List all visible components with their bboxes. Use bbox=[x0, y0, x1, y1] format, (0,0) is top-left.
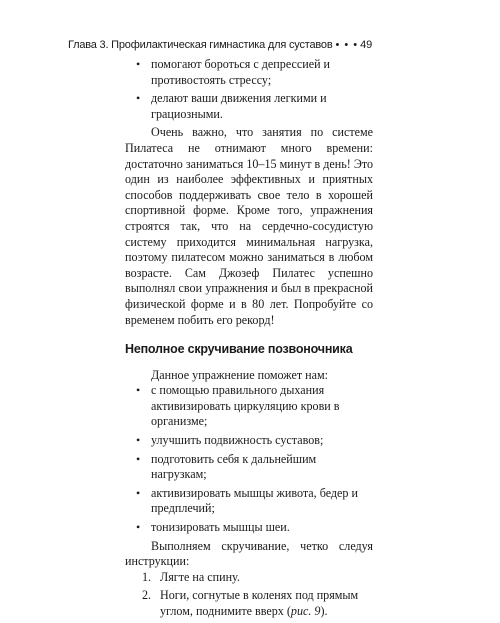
intro-bullet-list bbox=[125, 57, 373, 122]
step-text-tail: ). bbox=[320, 604, 328, 618]
list-item-text: помогают бороться с депрессией и противостоять стрессу; bbox=[151, 57, 331, 87]
running-header bbox=[68, 39, 372, 51]
chapter-title: Глава 3. Профилактическая гимнастика для суставов bbox=[67, 39, 333, 51]
bullet-icon: • bbox=[136, 91, 141, 106]
list-item-text: с помощью правильного дыхания активизировать циркуляцию крови в организме; bbox=[151, 383, 340, 429]
body-text bbox=[125, 57, 373, 623]
steps-list bbox=[125, 570, 373, 620]
list-item-text: улучшить подвижность суставов; bbox=[151, 433, 324, 448]
list-item bbox=[125, 433, 373, 449]
list-item bbox=[125, 57, 373, 88]
step-text: Лягте на спину. bbox=[160, 569, 240, 584]
paragraph: Очень важно, что занятия по системе Пилатеса не отнимают много времени: достаточно заниматься 10–15 минут в день! Это один из наиболее эффективных и приятных способов поддерживать свое тело в хорошей спортивной форме. Кроме того, упражнения строятся так, что на сердечно-сосудистую систему приходится минимальная нагрузка, поэтому пилатесом можно заниматься в любом возрасте. Сам Джозеф Пилатес успешно выполнял свои упражнения и был в прекрасной физической форме и в 80 лет. Попробуйте со временем побить его рекорд! bbox=[125, 125, 373, 327]
list-item bbox=[125, 452, 373, 483]
list-item bbox=[125, 486, 373, 517]
list-item-text: подготовить себя к дальнейшим нагрузкам; bbox=[151, 451, 317, 482]
bullet-icon: • bbox=[136, 485, 141, 500]
list-item bbox=[125, 91, 373, 122]
figure-reference: рис. 9 bbox=[290, 604, 321, 618]
step-number: 1. bbox=[142, 569, 152, 584]
step-text: Ноги, согнутые в коленях под прямым углом, поднимите вверх ( bbox=[160, 588, 359, 618]
benefits-list bbox=[125, 383, 373, 535]
lead-text: Данное упражнение поможет нам: bbox=[151, 367, 329, 382]
section-heading: Неполное скручивание позвоночника bbox=[125, 342, 353, 357]
list-item bbox=[125, 383, 373, 430]
page-number: 49 bbox=[360, 39, 372, 51]
bullet-icon: • bbox=[136, 57, 141, 71]
bullet-icon: • bbox=[136, 433, 141, 448]
list-item-text: делают ваши движения легкими и грациозными. bbox=[151, 91, 327, 121]
instructions-intro: Выполняем скручивание, четко следуя инструкции: bbox=[125, 538, 373, 569]
bullet-icon: • bbox=[136, 520, 141, 535]
list-item-text: активизировать мышцы живота, бедер и предплечий; bbox=[151, 485, 358, 516]
bullet-icon: • bbox=[136, 451, 141, 466]
list-item-text: тонизировать мышцы шеи. bbox=[151, 520, 290, 535]
bullet-icon: • bbox=[136, 383, 141, 398]
list-item bbox=[125, 520, 373, 536]
header-dots: • • • bbox=[335, 39, 359, 51]
step-item bbox=[125, 588, 373, 619]
step-number: 2. bbox=[142, 588, 152, 603]
step-item bbox=[125, 570, 373, 586]
